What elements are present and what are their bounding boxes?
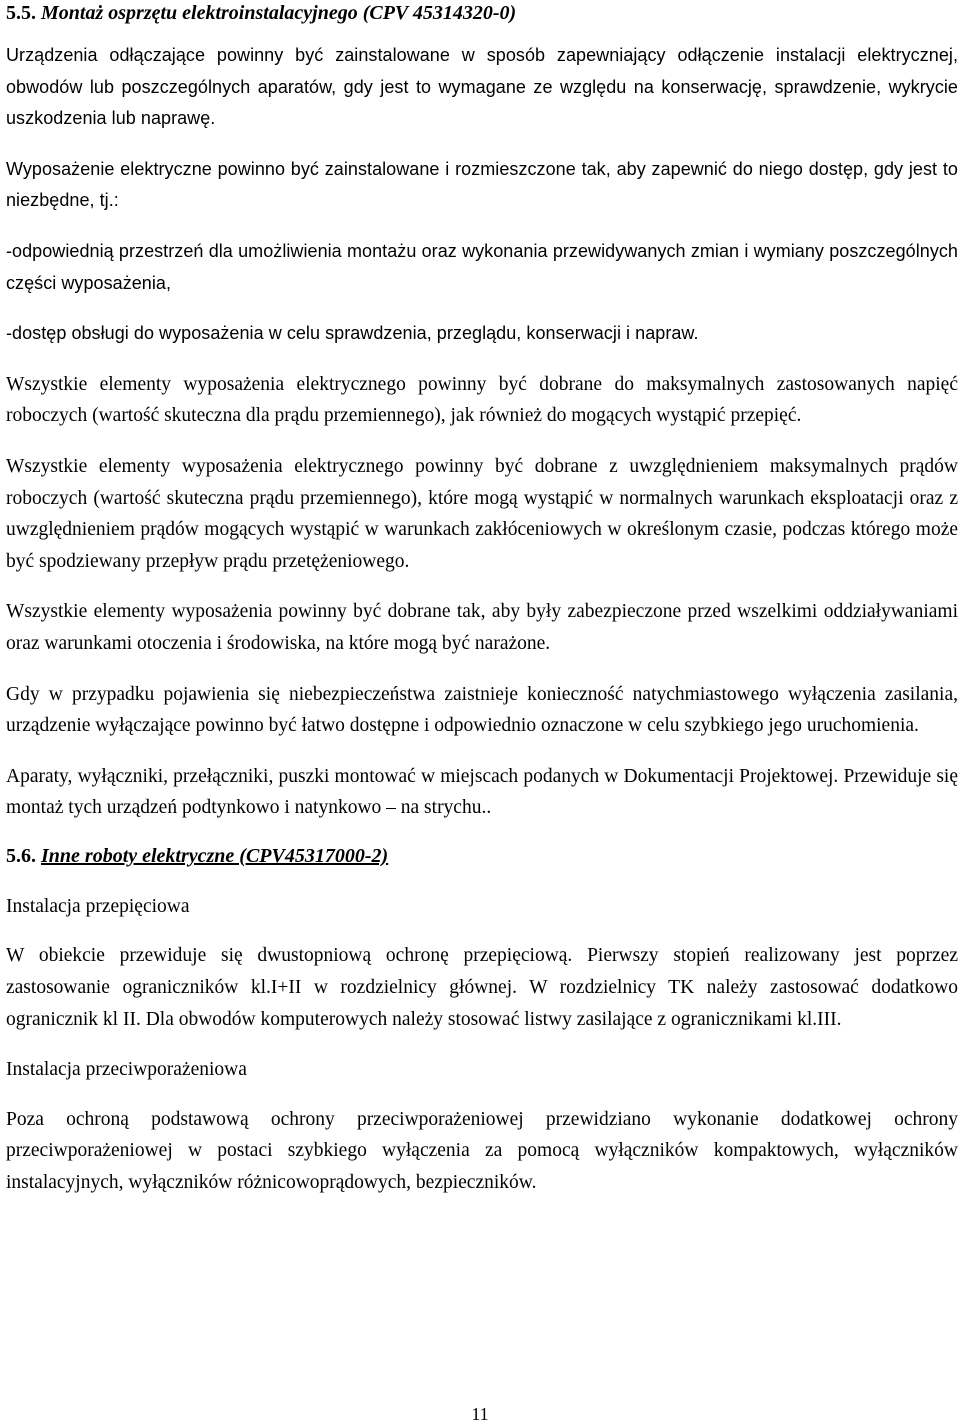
- section-number: 5.5.: [6, 2, 36, 24]
- page-number: 11: [471, 1404, 489, 1424]
- paragraph-shock-protection: Poza ochroną podstawową ochrony przeciwporażeniowej przewidziano wykonanie dodatkowej ochrony przeciwporażeniowej w postaci szybkiego wyłączenia za pomocą wyłączników kompaktowych, wyłączników instalacyjnych, wyłączników różnicowoprądowych, bezpieczników.: [6, 1108, 958, 1194]
- paragraph-space-for-mounting: -odpowiednią przestrzeń dla umożliwienia montażu oraz wykonania przewidywanych zmian i wymiany poszczególnych części wyposażenia,: [6, 240, 958, 293]
- section-title: Inne roboty elektryczne (CPV45317000-2): [41, 844, 389, 867]
- paragraph-current-selection: Wszystkie elementy wyposażenia elektrycznego powinny być dobrane z uwzględnieniem maksymalnych prądów roboczych (wartość skuteczna prądu przemiennego), które mogą wystąpić w normalnych warunkach eksploatacji oraz z uwzględnieniem prądów mogących wystąpić w warunkach zakłóceniowych w określonym czasie, podczas którego może być spodziewany przepływ prądu przetężeniowego.: [6, 455, 958, 572]
- section-title: Montaż osprzętu elektroinstalacyjnego (CPV 45314320-0): [41, 2, 517, 24]
- section-heading-5-6: [6, 843, 958, 869]
- subheading-surge-installation: Instalacja przepięciowa: [6, 895, 190, 917]
- subheading-shock-installation: Instalacja przeciwporażeniowa: [6, 1059, 247, 1081]
- paragraph-environment-protection: Wszystkie elementy wyposażenia powinny być dobrane tak, aby były zabezpieczone przed wszelkimi oddziaływaniami oraz warunkami otoczenia i środowiska, na które mogą być narażone.: [6, 601, 958, 654]
- paragraph-voltage-selection: Wszystkie elementy wyposażenia elektrycznego powinny być dobrane do maksymalnych zastosowanych napięć roboczych (wartość skuteczna dla prądu przemiennego), jak również do mogących wystąpić przepięć.: [6, 373, 958, 427]
- paragraph-equipment-access: Wyposażenie elektryczne powinno być zainstalowane i rozmieszczone tak, aby zapewnić do niego dostęp, gdy jest to niezbędne, tj.:: [6, 158, 958, 211]
- paragraph-emergency-disconnect: Gdy w przypadku pojawienia się niebezpieczeństwa zaistnieje konieczność natychmiastowego wyłączenia zasilania, urządzenie wyłączające powinno być łatwo dostępne i odpowiednio oznaczone w celu szybkiego jego uruchomienia.: [6, 683, 958, 737]
- paragraph-device-mounting: Aparaty, wyłączniki, przełączniki, puszki montować w miejscach podanych w Dokumentacji Projektowej. Przewiduje się montaż tych urządzeń podtynkowo i natynkowo – na strychu..: [6, 765, 958, 819]
- section-number: 5.6.: [6, 844, 36, 867]
- section-heading-5-5: [6, 0, 958, 26]
- paragraph-service-access: -dostęp obsługi do wyposażenia w celu sprawdzenia, przeglądu, konserwacji i napraw.: [6, 323, 699, 344]
- document-page: [6, 0, 958, 1218]
- paragraph-surge-protection: W obiekcie przewiduje się dwustopniową ochronę przepięciową. Pierwszy stopień realizowany jest poprzez zastosowanie ograniczników kl.I+II w rozdzielnicy głównej. W rozdzielnicy TK należy zastosować dodatkowo ogranicznik kl II. Dla obwodów komputerowych należy stosować listwy zasilające z ogranicznikami kl.III.: [6, 945, 958, 1030]
- paragraph-disconnecting-devices: Urządzenia odłączające powinny być zainstalowane w sposób zapewniający odłączenie instalacji elektrycznej, obwodów lub poszczególnych aparatów, gdy jest to wymagane ze względu na konserwację, sprawdzenie, wykrycie uszkodzenia lub naprawę.: [6, 45, 958, 129]
